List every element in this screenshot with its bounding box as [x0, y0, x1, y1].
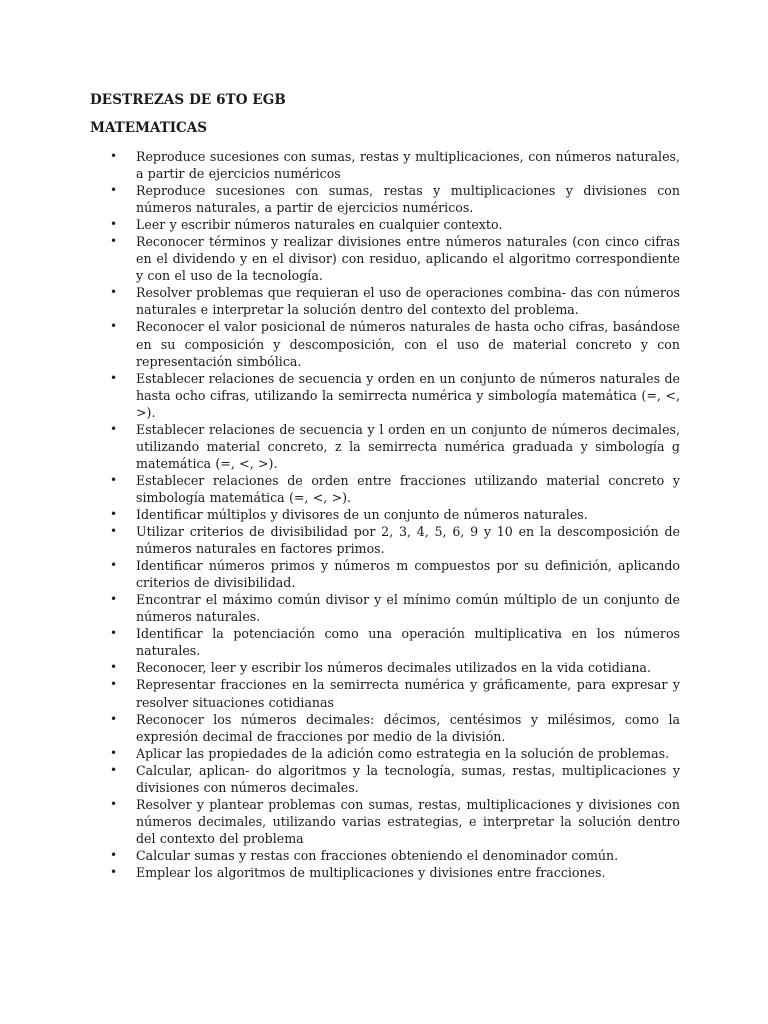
- skill-text: Establecer relaciones de orden entre fracciones utilizando material concreto y simbología matemática (=, <, >).: [136, 472, 680, 505]
- list-item: [110, 659, 680, 676]
- bullet-icon: •: [110, 660, 118, 675]
- skill-text: Utilizar criterios de divisibilidad por 2, 3, 4, 5, 6, 9 y 10 en la descomposición de números naturales en factores primos.: [136, 524, 680, 557]
- skill-text: Reconocer términos y realizar divisiones entre números naturales (con cinco cifras en el dividendo y en el divisor) con residuo, aplicando el algoritmo correspondiente y con el uso de la tecnología.: [136, 234, 680, 284]
- list-item: [110, 796, 680, 847]
- document-title: DESTREZAS DE 6TO EGB: [90, 92, 286, 108]
- list-item: [110, 864, 680, 881]
- skill-text: Identificar múltiplos y divisores de un conjunto de números naturales.: [136, 506, 588, 522]
- list-item: [110, 421, 680, 472]
- list-item: [110, 233, 680, 284]
- skill-text: Establecer relaciones de secuencia y l orden en un conjunto de números decimales, utilizando material concreto, z la semirrecta numérica graduada y simbología g matemática (=, <, >).: [136, 421, 680, 471]
- bullet-icon: •: [110, 677, 118, 692]
- list-item: [110, 506, 680, 523]
- bullet-icon: •: [110, 217, 118, 232]
- skill-text: Calcular, aplican- do algoritmos y la tecnología, sumas, restas, multiplicaciones y divisiones con números decimales.: [136, 762, 680, 795]
- skill-text: Aplicar las propiedades de la adición como estrategia en la solución de problemas.: [136, 745, 670, 761]
- bullet-icon: •: [110, 149, 118, 163]
- list-item: [110, 370, 680, 421]
- subject-heading: MATEMATICAS: [90, 120, 208, 136]
- bullet-icon: •: [110, 711, 118, 726]
- skill-text: Reconocer los números decimales: décimos, centésimos y milésimos, como la expresión decimal de fracciones por medio de la división.: [136, 711, 680, 744]
- list-item: [110, 523, 680, 557]
- skill-text: Identificar la potenciación como una operación multiplicativa en los números naturales.: [136, 626, 680, 659]
- skills-list: [110, 148, 680, 881]
- list-item: [110, 591, 680, 625]
- bullet-icon: •: [110, 864, 118, 879]
- skill-text: Representar fracciones en la semirrecta numérica y gráficamente, para expresar y resolver situaciones cotidianas: [136, 677, 680, 710]
- skill-text: Encontrar el máximo común divisor y el mínimo común múltiplo de un conjunto de números naturales.: [136, 592, 680, 625]
- bullet-icon: •: [110, 745, 118, 760]
- bullet-icon: •: [110, 506, 118, 521]
- skill-text: Calcular sumas y restas con fracciones obteniendo el denominador común.: [136, 847, 619, 863]
- list-item: [110, 148, 680, 182]
- bullet-icon: •: [110, 319, 118, 334]
- bullet-icon: •: [110, 285, 118, 300]
- list-item: [110, 216, 680, 233]
- bullet-icon: •: [110, 183, 118, 198]
- list-item: [110, 284, 680, 318]
- bullet-icon: •: [110, 421, 118, 436]
- list-item: [110, 625, 680, 659]
- skill-text: Reproduce sucesiones con sumas, restas y multiplicaciones, con números naturales, a partir de ejercicios numéricos: [136, 149, 680, 182]
- list-item: [110, 557, 680, 591]
- bullet-icon: •: [110, 558, 118, 573]
- bullet-icon: •: [110, 796, 118, 811]
- bullet-icon: •: [110, 626, 118, 641]
- list-item: [110, 472, 680, 506]
- skill-text: Establecer relaciones de secuencia y orden en un conjunto de números naturales de hasta ocho cifras, utilizando la semirrecta numérica y simbología matemática (=, <, >).: [136, 370, 680, 420]
- skill-text: Emplear los algoritmos de multiplicaciones y divisiones entre fracciones.: [136, 864, 606, 880]
- bullet-icon: •: [110, 847, 118, 862]
- bullet-icon: •: [110, 524, 118, 539]
- list-item: [110, 676, 680, 710]
- skill-text: Identificar números primos y números m compuestos por su definición, aplicando criterios de divisibilidad.: [136, 558, 680, 591]
- bullet-icon: •: [110, 592, 118, 607]
- skill-text: Reproduce sucesiones con sumas, restas y multiplicaciones y divisiones con números naturales, a partir de ejercicios numéricos.: [136, 183, 680, 216]
- bullet-icon: •: [110, 370, 118, 385]
- list-item: [110, 711, 680, 745]
- bullet-icon: •: [110, 472, 118, 487]
- skill-text: Reconocer, leer y escribir los números decimales utilizados en la vida cotidiana.: [136, 660, 651, 676]
- list-item: [110, 182, 680, 216]
- skill-text: Reconocer el valor posicional de números naturales de hasta ocho cifras, basándose en su composición y descomposición, con el uso de material concreto y con representación simbólica.: [136, 319, 680, 369]
- list-item: [110, 745, 680, 762]
- skill-text: Resolver y plantear problemas con sumas, restas, multiplicaciones y divisiones con números decimales, utilizando varias estrategias, e interpretar la solución dentro del contexto del problema: [136, 796, 680, 846]
- skill-text: Leer y escribir números naturales en cualquier contexto.: [136, 217, 503, 233]
- bullet-icon: •: [110, 234, 118, 249]
- skill-text: Resolver problemas que requieran el uso de operaciones combina- das con números naturales e interpretar la solución dentro del contexto del problema.: [136, 285, 680, 318]
- list-item: [110, 847, 680, 864]
- bullet-icon: •: [110, 762, 118, 777]
- list-item: [110, 318, 680, 369]
- list-item: [110, 762, 680, 796]
